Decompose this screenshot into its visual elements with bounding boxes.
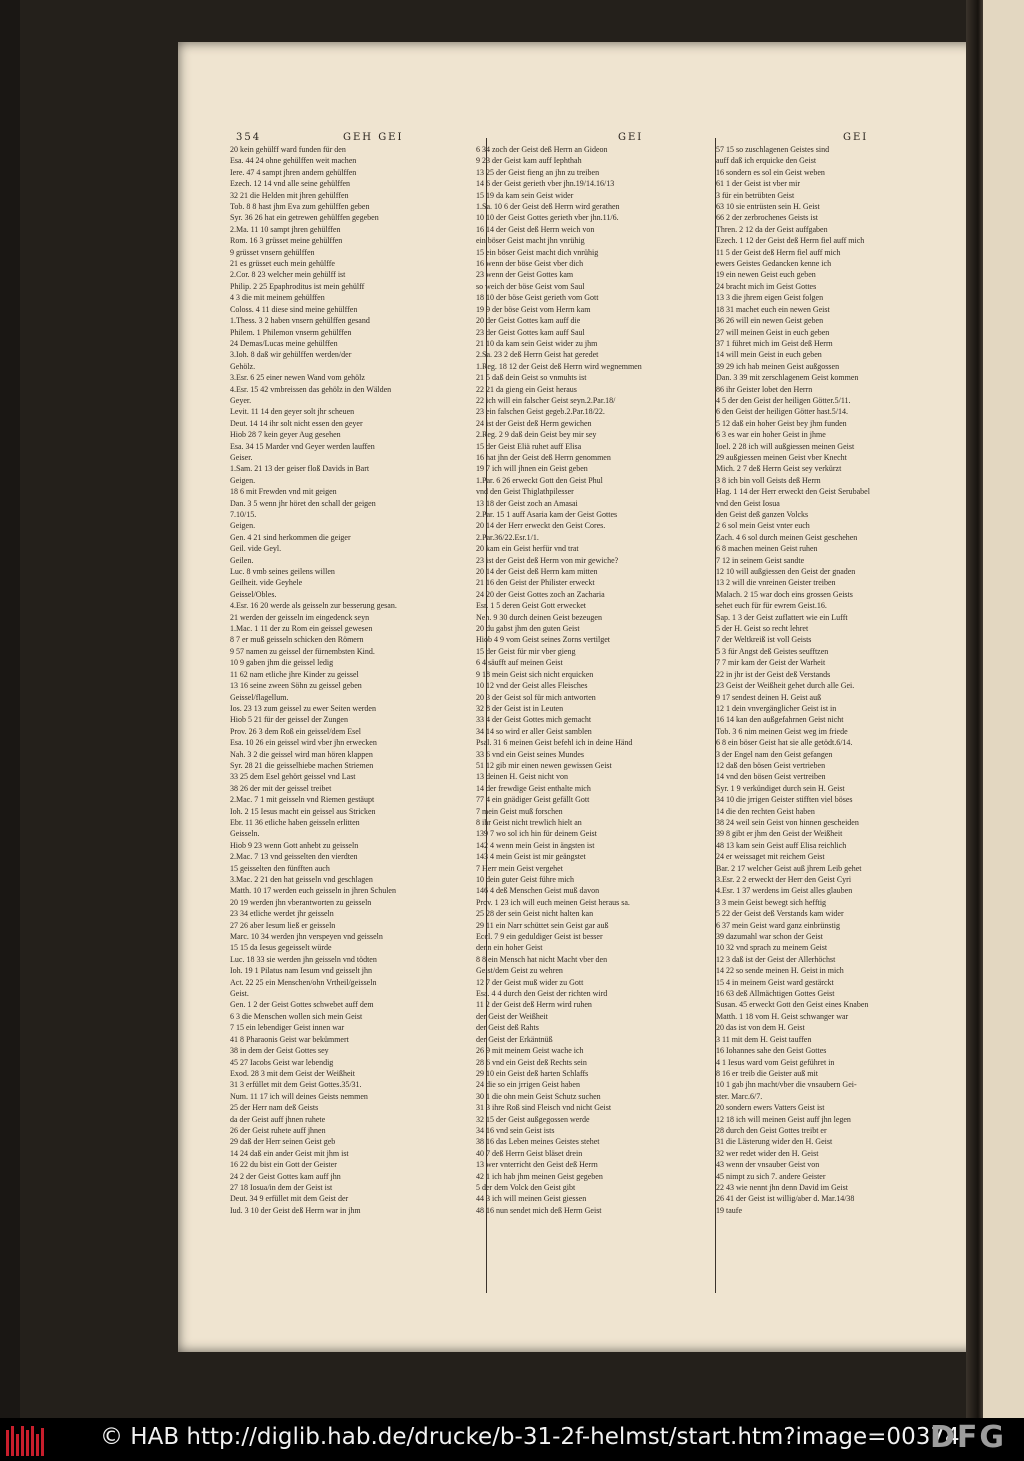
index-entry: Geiser.	[230, 452, 253, 462]
index-entry: Act. 22 25 ein Menschen/ohn Vrtheil/geisseln	[230, 977, 377, 987]
index-entry: Esa. 10 26 ein geissel wird vber jhn erwecken	[230, 738, 377, 748]
index-entry: 23 wenn der Geist Gottes kam	[476, 270, 574, 280]
index-entry: 31 3 ihre Roß sind Fleisch vnd nicht Geist	[476, 1103, 612, 1113]
index-entry: 21 werden der geisseln im eingedenck seyn	[230, 612, 370, 622]
index-entry: 4 1 Iesus ward vom Geist geführet in	[716, 1057, 835, 1067]
column-header-3: GEI	[843, 132, 869, 143]
index-entry: 2.Ma. 11 10 sampt jhren gehülffen	[230, 224, 341, 234]
index-entry: Luc. 8 vmb seines geilens willen	[230, 567, 335, 577]
index-entry: 15 geisselten den fünfften auch	[230, 863, 330, 873]
index-entry: 39 29 ich hab meinen Geist außgossen	[716, 361, 840, 371]
index-entry: 18 10 der böse Geist gerieth vom Gott	[476, 293, 599, 303]
index-entry: 13 3 die jhrem eigen Geist folgen	[716, 293, 824, 303]
index-entry: 45 nimpt zu sich 7. andere Geister	[716, 1171, 826, 1181]
index-entry: 9 18 mein Geist sich nicht erquicken	[476, 669, 594, 679]
index-entry: 32 21 die Helden mit jhren gehülffen	[230, 190, 349, 200]
index-entry: Syr. 1 9 verkündiget durch sein H. Geist	[716, 783, 845, 793]
index-entry: 21 es grüsset euch mein gehülffe	[230, 259, 335, 269]
index-entry: 8 ihr Geist nicht trewlich hielt an	[476, 817, 582, 827]
index-entry: 3 der Engel nam den Geist gefangen	[716, 749, 833, 759]
index-entry: Dan. 3 39 mit zerschlagenem Geist kommen	[716, 373, 859, 383]
index-entry: 19 7 ich will jhnen ein Geist geben	[476, 464, 588, 474]
index-entry: 12 10 will außgiessen den Geist der gnaden	[716, 567, 856, 577]
index-entry: Geigen.	[230, 521, 256, 531]
index-entry: 36 26 will ein newen Geist geben	[716, 316, 824, 326]
index-entry: 20 19 werden jhn vberantworten zu geisseln	[230, 897, 372, 907]
index-entry: 20 der Geist Gottes kam auff die	[476, 316, 581, 326]
index-entry: 143 4 mein Geist ist mir geängstet	[476, 852, 586, 862]
index-entry: 23 Geist der Weißheit gehet durch alle Gei.	[716, 681, 855, 691]
index-entry: Ezech. 1 12 der Geist deß Herrn fiel auff mich	[716, 236, 865, 246]
index-entry: 20 kam ein Geist herfür vnd trat	[476, 544, 579, 554]
index-entry: 20 sondern ewers Vatters Geist ist	[716, 1103, 825, 1113]
index-entry: 9 23 der Geist kam auff Iephthah	[476, 156, 582, 166]
index-entry: Geyer.	[230, 395, 252, 405]
index-entry: 12 1 dein vnvergänglicher Geist ist in	[716, 703, 837, 713]
index-entry: 15 19 da kam sein Geist wider	[476, 190, 574, 200]
page-number: 354	[236, 132, 262, 143]
index-entry: ster. Marc.6/7.	[716, 1091, 763, 1101]
index-entry: 9 17 sendest deinen H. Geist auß	[716, 692, 822, 702]
index-entry: 86 ihr Geister lobet den Herrn	[716, 384, 813, 394]
index-entry: 2 6 sol mein Geist vnter euch	[716, 521, 810, 531]
index-entry: da der Geist auff jhnen ruhete	[230, 1114, 326, 1124]
index-entry: den Geist deß ganzen Volcks	[716, 510, 809, 519]
index-entry: 1.Par. 6 26 erweckt Gott den Geist Phul	[476, 475, 603, 485]
index-entry: 8 16 er treib die Geister auß mit	[716, 1068, 818, 1078]
index-entry: 12 daß den bösen Geist vertrieben	[716, 760, 826, 770]
index-entry: auff daß ich erquicke den Geist	[716, 156, 817, 166]
index-entry: 9 57 namen zu geissel der fürnembsten Kind.	[230, 646, 375, 656]
index-entry: Deut. 14 14 ihr solt nicht essen den geyer	[230, 418, 363, 428]
index-entry: 44 3 ich will meinen Geist giessen	[476, 1194, 587, 1204]
index-entry: 6 37 mein Geist ward ganz einbrünstig	[716, 920, 840, 930]
index-entry: 5 3 für Angst deß Geistes seufftzen	[716, 646, 829, 656]
index-entry: vnd den Geist Thiglathpilesser	[476, 487, 574, 497]
index-entry: 14 24 daß ein ander Geist mit jhm ist	[230, 1148, 349, 1158]
index-entry: 26 9 mit meinem Geist wache ich	[476, 1046, 584, 1056]
index-entry: 14 22 so sende meinen H. Geist in mich	[716, 966, 844, 976]
index-entry: Esa. 34 15 Marder vnd Geyer werden lauffen	[230, 441, 375, 451]
index-entry: Marc. 10 34 werden jhn verspeyen vnd geisseln	[230, 932, 383, 942]
book-page	[178, 42, 978, 1352]
index-entry: 34 10 die jrrigen Geister stifften viel böses	[716, 795, 853, 805]
index-entry: 6 3 die Menschen wollen sich mein Geist	[230, 1011, 363, 1021]
index-entry: Levit. 11 14 den geyer solt jhr scheuen	[230, 407, 355, 417]
index-entry: 24 ist der Geist deß Herrn gewichen	[476, 418, 592, 428]
index-entry: 16 wenn der böse Geist vber dich	[476, 259, 584, 269]
index-entry: 31 3 erfüllet mit dem Geist Gottes.35/31.	[230, 1080, 362, 1090]
index-entry: 24 die so ein jrrigen Geist haben	[476, 1080, 580, 1090]
index-entry: Syr. 36 26 hat ein getrewen gehülffen gegeben	[230, 213, 379, 223]
index-entry: 21 16 den Geist der Philister erweckt	[476, 578, 595, 588]
index-entry: 37 1 führet mich im Geist deß Herrn	[716, 338, 833, 348]
index-entry: 6 den Geist der heiligen Götter hast.5/14.	[716, 407, 848, 417]
index-entry: 24 bracht mich im Geist Gottes	[716, 281, 817, 291]
index-entry: 2.Reg. 2 9 daß dein Geist bey mir sey	[476, 430, 597, 440]
index-entry: 2.Par.36/22.Esr.1/1.	[476, 532, 539, 542]
index-entry: 19 ein newen Geist euch geben	[716, 270, 816, 280]
index-entry: 28 durch den Geist Gottes treibt er	[716, 1125, 827, 1135]
index-entry: der Geist der Weißheit	[476, 1011, 548, 1021]
index-entry: Philem. 1 Philemon vnserm gehülffen	[230, 327, 352, 337]
index-entry: 29 daß der Herr seinen Geist geb	[230, 1137, 336, 1147]
column-header-1: GEH GEI	[343, 132, 404, 143]
index-entry: 7 Herr mein Geist vergehet	[476, 863, 563, 873]
index-entry: der Geist der Erkäntnüß	[476, 1034, 553, 1044]
dfg-logo: DFG	[930, 1420, 1007, 1455]
index-entry: 26 der Geist ruhete auff jhnen	[230, 1125, 326, 1135]
index-entry: 6 3 es war ein hoher Geist in jhme	[716, 430, 826, 440]
index-entry: 27 26 aber Iesum ließ er geisseln	[230, 920, 336, 930]
index-entry: 33 25 dem Esel gehört geissel vnd Last	[230, 772, 356, 782]
index-entry: 48 16 nun sendet mich deß Herrn Geist	[476, 1205, 602, 1215]
index-entry: der Geist deß Rahts	[476, 1023, 539, 1033]
index-entry: 61 1 der Geist ist vber mir	[716, 179, 800, 189]
index-entry: Ioh. 19 1 Pilatus nam Iesum vnd geisselt jhn	[230, 966, 372, 976]
index-entry: Matth. 1 18 vom H. Geist schwanger war	[716, 1011, 849, 1021]
index-entry: 34 14 so wird er aller Geist samblen	[476, 726, 592, 736]
index-entry: Gen. 4 21 sind herkommen die geiger	[230, 532, 351, 542]
index-entry: Geilen.	[230, 555, 254, 565]
index-entry: 10 9 gaben jhm die geissel ledig	[230, 658, 334, 668]
index-entry: 39 8 gibt er jhm den Geist der Weißheit	[716, 829, 843, 839]
index-entry: Neh. 9 30 durch deinen Geist bezeugen	[476, 612, 602, 622]
index-entry: Geist/dem Geist zu wehren	[476, 966, 563, 976]
index-entry: 3.Esr. 6 25 einer newen Wand vom gehölz	[230, 373, 365, 383]
index-entry: 2.Cor. 8 23 welcher mein gehülff ist	[230, 270, 346, 280]
index-entry: 1.Mac. 1 11 der zu Rom ein geissel gewesen	[230, 624, 373, 634]
index-entry: Coloss. 4 11 diese sind meine gehülffen	[230, 304, 358, 314]
index-entry: 13 25 der Geist fieng an jhn zu treiben	[476, 167, 600, 177]
index-entry: Hiob 5 21 für der geissel der Zungen	[230, 715, 348, 725]
index-entry: 57 15 so zuschlagenen Geistes sind	[716, 145, 830, 154]
index-entry: Ebr. 11 36 etliche haben geisseln erlitten	[230, 817, 360, 827]
index-entry: 29 außgiessen meinen Geist vber Knecht	[716, 452, 847, 462]
index-entry: 15 15 da Iesus gegeisselt würde	[230, 943, 332, 953]
index-entry: 5 der H. Geist so recht lehret	[716, 624, 809, 634]
index-entry: Esa. 44 24 ohne gehülffen weit machen	[230, 156, 357, 166]
index-entry: 3 3 mein Geist bewegt sich hefftig	[716, 897, 827, 907]
index-entry: 10 12 vnd der Geist alles Fleisches	[476, 681, 588, 691]
index-entry: 4.Esr. 1 37 werdens im Geist alles glauben	[716, 886, 853, 896]
index-entry: 22 43 wie nennt jhn denn David im Geist	[716, 1182, 848, 1192]
index-entry: 23 ein falschen Geist gegeb.2.Par.18/22.	[476, 407, 605, 417]
index-entry: 1.Thess. 3 2 haben vnsern gehülffen gesand	[230, 316, 370, 326]
index-column-1	[230, 144, 416, 1294]
index-entry: 10 1 gab jhn macht/vber die vnsaubern Gei-	[716, 1080, 857, 1090]
index-entry: Prov. 26 3 dem Roß ein geissel/dem Esel	[230, 726, 362, 736]
index-entry: 24 Demas/Lucas meine gehülffen	[230, 338, 338, 348]
index-entry: 34 16 vnd sein Geist ists	[476, 1125, 555, 1135]
index-entry: 63 10 sie entrüsten sein H. Geist	[716, 202, 820, 212]
index-entry: 29 10 ein Geist deß harten Schlaffs	[476, 1068, 589, 1078]
index-entry: 3 für ein betrübten Geist	[716, 190, 795, 200]
index-entry: 146 4 deß Menschen Geist muß davon	[476, 886, 600, 896]
index-entry: Iud. 3 10 der Geist deß Herrn war in jhm	[230, 1205, 361, 1215]
index-entry: Zach. 4 6 sol durch meinen Geist geschehen	[716, 532, 858, 542]
index-entry: 1.Sam. 21 13 der geiser floß Davids in Bart	[230, 464, 370, 474]
index-entry: Ezech. 12 14 vnd alle seine gehülffen	[230, 179, 351, 189]
index-entry: sehet euch für für ewrem Geist.16.	[716, 601, 827, 611]
index-entry: 12 7 der Geist muß wider zu Gott	[476, 977, 584, 987]
index-entry: 8 7 er muß geisseln schicken den Römern	[230, 635, 364, 645]
index-entry: 5 der dem Volck den Geist gibt	[476, 1182, 576, 1192]
index-entry: Sap. 1 3 der Geist zuflattert wie ein Lufft	[716, 612, 848, 622]
index-entry: 32 wer redet wider den H. Geist	[716, 1148, 819, 1158]
index-entry: 24 er weissaget mit reichem Geist	[716, 852, 825, 862]
index-entry: 39 dazumahl war schon der Geist	[716, 932, 823, 942]
index-entry: 6 34 zoch der Geist deß Herrn an Gideon	[476, 145, 608, 154]
index-entry: 4 5 der den Geist der heiligen Götter.5/11.	[716, 395, 851, 405]
index-entry: 38 16 das Leben meines Geistes stehet	[476, 1137, 600, 1147]
copyright-url[interactable]: © HAB http://diglib.hab.de/drucke/b-31-2f-helmst/start.htm?image=00374	[100, 1424, 960, 1450]
index-entry: Philip. 2 25 Epaphroditus ist mein gehülff	[230, 281, 365, 291]
index-entry: 11 5 der Geist deß Herrn fiel auff mich	[716, 247, 841, 257]
index-entry: 43 wenn der vnsauber Geist von	[716, 1160, 820, 1170]
index-entry: Iere. 47 4 sampt jhren andern gehülffen	[230, 167, 357, 177]
index-column-3	[716, 144, 902, 1294]
index-entry: Geissel/flagellum.	[230, 692, 289, 702]
index-entry: 20 du gabst jhm den guten Geist	[476, 624, 580, 634]
index-entry: 7 mein Geist muß forschen	[476, 806, 563, 816]
index-entry: 13 wer vnterricht den Geist deß Herrn	[476, 1160, 598, 1170]
index-entry: 4.Esr. 16 20 werde als geisseln zur besserung gesan.	[230, 601, 397, 611]
index-entry: 14 will mein Geist in euch geben	[716, 350, 822, 360]
index-entry: 14 die den rechten Geist haben	[716, 806, 815, 816]
index-entry: Ioel. 2 28 ich will außgiessen meinen Geist	[716, 441, 855, 451]
index-entry: 20 kein gehülff ward funden für den	[230, 145, 346, 154]
index-entry: Hag. 1 14 der Herr erweckt den Geist Serubabel	[716, 487, 870, 497]
index-entry: 2.Par. 15 1 auff Asaria kam der Geist Gottes	[476, 510, 618, 519]
index-entry: Syr. 28 21 die geisselhiebe machen Striemen	[230, 760, 374, 770]
index-entry: 48 13 kam sein Geist auff Elisa reichlich	[716, 840, 847, 850]
index-entry: 23 34 etliche werdet jhr geisseln	[230, 909, 334, 919]
index-entry: Geilheit. vide Geyhele	[230, 578, 303, 588]
index-entry: 21 5 daß dein Geist so vnmuhts ist	[476, 373, 587, 383]
index-entry: 1.Sa. 10 6 der Geist deß Herrn wird gerathen	[476, 202, 620, 212]
index-entry: 15 4 in meinem Geist ward gestärckt	[716, 977, 834, 987]
index-entry: vnd den Geist Iosua	[716, 498, 780, 508]
index-entry: 3.Mac. 2 21 den hat geisseln vnd geschlagen	[230, 875, 373, 884]
index-entry: so weich der böse Geist vom Saul	[476, 281, 585, 291]
index-entry: Hiob 9 23 wenn Gott anhebt zu geisseln	[230, 840, 359, 850]
index-entry: Deut. 34 9 erfüllet mit dem Geist der	[230, 1194, 349, 1204]
index-entry: Geigen.	[230, 475, 256, 485]
index-entry: Num. 11 17 ich will deines Geists nemmen	[230, 1091, 368, 1101]
index-entry: 7 15 ein lebendiger Geist innen war	[230, 1023, 345, 1033]
index-entry: 13 2 will die vnreinen Geister treiben	[716, 578, 836, 588]
index-entry: 7 7 mir kam der Geist der Warheit	[716, 658, 826, 668]
index-entry: 38 24 weil sein Geist von hinnen gescheiden	[716, 817, 859, 827]
index-entry: 11 2 der Geist deß Herrn wird ruhen	[476, 1000, 592, 1010]
index-entry: 10 10 der Geist Gottes gerieth vber jhn.11/6.	[476, 213, 619, 223]
index-entry: 22 in jhr ist der Geist deß Verstands	[716, 669, 831, 679]
index-entry: 15 der Geist für mir vber gieng	[476, 646, 576, 656]
index-entry: 16 14 kan den außgefahrnen Geist nicht	[716, 715, 844, 725]
index-entry: Hiob 4 9 vom Geist seines Zorns vertilget	[476, 635, 610, 645]
index-entry: 2.Mac. 7 1 mit geisseln vnd Riemen gestäupt	[230, 795, 375, 805]
index-entry: denn ein hoher Geist	[476, 943, 543, 953]
index-entry: Esr. 1 5 deren Geist Gott erwecket	[476, 601, 586, 611]
index-entry: Prov. 1 23 ich will euch meinen Geist heraus sa.	[476, 897, 630, 907]
index-entry: Mich. 2 7 deß Herrn Geist sey verkürzt	[716, 464, 842, 474]
index-entry: 8 8 ein Mensch hat nicht Macht vber den	[476, 954, 608, 964]
library-logo	[6, 1424, 46, 1456]
index-entry: Hiob 28 7 kein geyer Aug gesehen	[230, 430, 341, 440]
index-entry: 42 1 ich hab jhm meinen Geist gegeben	[476, 1171, 603, 1181]
index-entry: 40 7 deß Herrn Geist bläset drein	[476, 1148, 583, 1158]
index-entry: Rom. 16 3 grüsset meine gehülffen	[230, 236, 343, 246]
index-entry: 18 31 machet euch ein newen Geist	[716, 304, 830, 314]
index-entry: Gen. 1 2 der Geist Gottes schwebet auff dem	[230, 1000, 374, 1010]
index-entry: Exod. 28 3 mit dem Geist der Weißheit	[230, 1068, 355, 1078]
index-entry: 16 hat jhn der Geist deß Herrn genommen	[476, 452, 611, 462]
index-entry: Geil. vide Geyl.	[230, 544, 282, 554]
index-entry: 22 21 da gieng ein Geist heraus	[476, 384, 577, 394]
index-entry: 7 der Weltkreiß ist voll Geists	[716, 635, 812, 645]
index-entry: 3.Esr. 2 2 erweckt der Herr den Geist Cyri	[716, 875, 852, 884]
index-entry: Geisseln.	[230, 829, 260, 839]
index-entry: 3 11 mit dem H. Geist tauffen	[716, 1034, 812, 1044]
index-entry: 16 14 der Geist deß Herrn weich von	[476, 224, 595, 234]
facing-page-edge	[983, 0, 1024, 1418]
index-entry: 16 22 du bist ein Gott der Geister	[230, 1160, 337, 1170]
index-entry: 16 sondern es sol ein Geist weben	[716, 167, 825, 177]
index-entry: 23 der Geist Gottes kam auff Saul	[476, 327, 585, 337]
index-entry: 31 die Lästerung wider den H. Geist	[716, 1137, 833, 1147]
index-entry: Thren. 2 12 da der Geist auffgaben	[716, 224, 828, 234]
index-entry: 51 12 gib mir einen newen gewissen Geist	[476, 760, 612, 770]
index-entry: Ioh. 2 15 Iesus macht ein geissel aus Stricken	[230, 806, 376, 816]
index-entry: Matth. 10 17 werden euch geisseln in jhren Schulen	[230, 886, 396, 896]
index-entry: 25 28 der sein Geist nicht halten kan	[476, 909, 594, 919]
index-entry: 33 4 der Geist Gottes mich gemacht	[476, 715, 592, 725]
index-entry: 32 15 der Geist außgegossen werde	[476, 1114, 590, 1124]
index-entry: Tob. 8 8 hast jhm Eva zum gehülffen geben	[230, 202, 370, 212]
index-entry: 77 4 ein gnädiger Geist gefällt Gott	[476, 795, 590, 805]
index-entry: 26 41 der Geist ist willig/aber d. Mar.14/38	[716, 1194, 855, 1204]
index-entry: 66 2 der zerbrochenes Geists ist	[716, 213, 818, 223]
index-entry: 4.Esr. 15 42 vmbreissen das gehölz in den Wälden	[230, 384, 392, 394]
index-entry: 9 grüsset vnsern gehülffen	[230, 247, 315, 257]
index-entry: Ios. 23 13 zum geissel zu ewer Seiten werden	[230, 703, 376, 713]
index-entry: 7 12 in seinem Geist sandte	[716, 555, 805, 565]
index-entry: 5 22 der Geist deß Verstands kam wider	[716, 909, 844, 919]
index-entry: 32 8 der Geist ist in Leuten	[476, 703, 564, 713]
index-entry: 29 11 ein Narr schüttet sein Geist gar auß	[476, 920, 609, 930]
index-entry: 23 ist der Geist deß Herrn von mir gewiche?	[476, 555, 619, 565]
left-page-edge	[0, 0, 20, 1418]
index-entry: 139 7 wo sol ich hin für deinem Geist	[476, 829, 597, 839]
index-entry: 38 26 der mit der geissel treibet	[230, 783, 332, 793]
index-entry: 20 3 der Geist sol für mich antworten	[476, 692, 596, 702]
index-entry: Malach. 2 15 war doch eins grossen Geists	[716, 589, 853, 599]
index-entry: 27 will meinen Geist in euch geben	[716, 327, 830, 337]
index-entry: Esa. 4 4 durch den Geist der richten wird	[476, 989, 608, 999]
index-entry: 1.Reg. 18 12 der Geist deß Herrn wird wegnemmen	[476, 361, 642, 371]
index-entry: Psal. 31 6 meinen Geist befehl ich in deine Händ	[476, 738, 633, 748]
index-entry: 16 Iohannes sahe den Geist Gottes	[716, 1046, 827, 1056]
index-entry: 3 8 ich bin voll Geists deß Herrn	[716, 475, 821, 485]
index-entry: 45 27 Iacobs Geist war lebendig	[230, 1057, 334, 1067]
index-entry: 24 20 der Geist Gottes zoch an Zacharia	[476, 589, 605, 599]
index-entry: 6 8 ein böser Geist hat sie alle getödt.6/14.	[716, 738, 853, 748]
index-entry: 19 taufe	[716, 1205, 742, 1215]
index-entry: 30 1 die ohn mein Geist Schutz suchen	[476, 1091, 601, 1101]
index-entry: 7.10/15.	[230, 510, 257, 519]
index-entry: 38 in dem der Geist Gottes sey	[230, 1046, 329, 1056]
index-entry: 18 6 mit Frewden vnd mit geigen	[230, 487, 337, 497]
index-entry: 24 2 der Geist Gottes kam auff jhn	[230, 1171, 341, 1181]
index-entry: 3.Ioh. 8 daß wir gehülffen werden/der	[230, 350, 352, 360]
index-entry: 20 14 der Geist deß Herrn kam mitten	[476, 567, 598, 577]
index-entry: 15 der Geist Eliä ruhet auff Elisa	[476, 441, 582, 451]
index-entry: Nah. 3 2 die geissel wird man hören klappen	[230, 749, 373, 759]
index-entry: 41 8 Pharaonis Geist war bekümmert	[230, 1034, 349, 1044]
index-entry: Eccl. 7 9 ein geduldiger Geist ist besser	[476, 932, 603, 942]
index-entry: 14 der frewdige Geist enthalte mich	[476, 783, 591, 793]
index-entry: 33 6 vnd ein Geist seines Mundes	[476, 749, 584, 759]
index-entry: 11 62 nam etliche jhre Kinder zu geissel	[230, 669, 359, 679]
index-entry: 2.Sa. 23 2 deß Herrn Geist hat geredet	[476, 350, 599, 360]
index-entry: Bar. 2 17 welcher Geist auß jhrem Leib gehet	[716, 863, 862, 873]
index-entry: 16 63 deß Allmächtigen Gottes Geist	[716, 989, 835, 999]
index-entry: 4 3 die mit meinem gehülffen	[230, 293, 325, 303]
index-entry: 6 8 machen meinen Geist ruhen	[716, 544, 818, 554]
index-entry: 12 3 daß ist der Geist der Allerhöchst	[716, 954, 836, 964]
index-entry: 15 ein böser Geist macht dich vnrühig	[476, 247, 599, 257]
index-entry: 10 dein guter Geist führe mich	[476, 875, 574, 884]
index-entry: 12 18 ich will meinen Geist auff jhn legen	[716, 1114, 851, 1124]
index-column-2	[476, 144, 662, 1294]
index-entry: ein böser Geist macht jhn vnrühig	[476, 236, 585, 246]
index-entry: 14 6 der Geist gerieth vber jhn.19/14.16/13	[476, 179, 615, 189]
index-entry: 21 10 da kam sein Geist wider zu jhm	[476, 338, 598, 348]
index-entry: 22 ich will ein falscher Geist seyn.2.Par.18/	[476, 395, 616, 405]
index-entry: Gehölz.	[230, 361, 256, 371]
index-entry: 2.Mac. 7 13 vnd geisselten den vierdten	[230, 852, 358, 862]
index-entry: 13 18 der Geist zoch an Amasai	[476, 498, 578, 508]
index-entry: 20 14 der Herr erweckt den Geist Cores.	[476, 521, 606, 531]
column-header-2: GEI	[618, 132, 644, 143]
index-entry: ewers Geistes Gedancken kenne ich	[716, 259, 832, 269]
index-entry: 13 16 seine zween Söhn zu geissel geben	[230, 681, 362, 691]
index-entry: 10 32 vnd sprach zu meinem Geist	[716, 943, 828, 953]
index-entry: 28 6 vnd ein Geist deß Rechts sein	[476, 1057, 587, 1067]
index-entry: Susan. 45 erweckt Gott den Geist eines Knaben	[716, 1000, 869, 1010]
index-entry: Geissel/Obles.	[230, 589, 277, 599]
index-entry: 25 der Herr nam deß Geists	[230, 1103, 319, 1113]
index-entry: 20 das ist von dem H. Geist	[716, 1023, 805, 1033]
index-entry: 19 9 der böse Geist vom Herrn kam	[476, 304, 591, 314]
index-entry: 5 12 daß ein hoher Geist bey jhm funden	[716, 418, 847, 428]
index-entry: 14 vnd den bösen Geist vertreiben	[716, 772, 826, 782]
index-entry: Tob. 3 6 nim meinen Geist weg im friede	[716, 726, 848, 736]
index-entry: Luc. 18 33 sie werden jhn geisseln vnd tödten	[230, 954, 377, 964]
index-entry: Dan. 3 5 wenn jhr höret den schall der geigen	[230, 498, 376, 508]
index-entry: 13 deinen H. Geist nicht von	[476, 772, 568, 782]
index-entry: 6 4 säufft auf meinen Geist	[476, 658, 563, 668]
index-entry: 27 18 Iosua/in dem der Geist ist	[230, 1182, 333, 1192]
index-entry: Geist.	[230, 989, 249, 999]
index-entry: 142 4 wenn mein Geist in ängsten ist	[476, 840, 595, 850]
